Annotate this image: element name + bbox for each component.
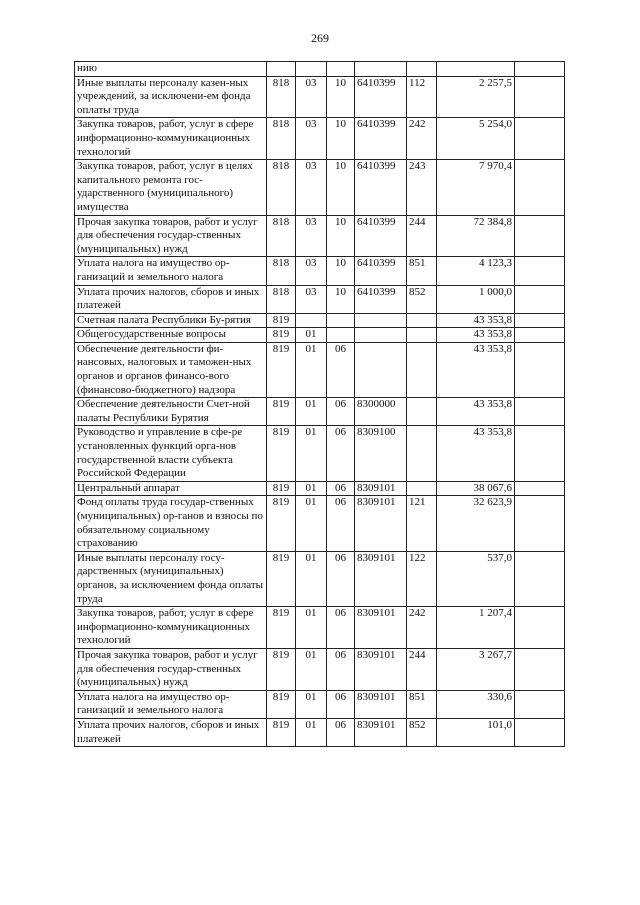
row-admin-code-cell: 818 [267, 160, 296, 215]
row-admin-code-cell: 818 [267, 257, 296, 285]
row-admin-code-cell: 819 [267, 342, 296, 397]
row-section-code-cell: 01 [296, 342, 327, 397]
row-subsection-code-cell: 10 [327, 257, 355, 285]
row-expense-type-cell: 121 [407, 496, 437, 551]
table-row [75, 215, 565, 257]
row-amount-cell: 537,0 [437, 551, 515, 606]
row-name-cell: Иные выплаты персоналу госу-дарственных (муниципальных) органов, за исключением фонда оплаты труда [75, 551, 267, 606]
row-target-code-cell: 8300000 [355, 398, 407, 426]
row-extra-cell [515, 118, 565, 160]
row-amount-cell: 32 623,9 [437, 496, 515, 551]
row-section-code-cell: 01 [296, 328, 327, 343]
table-row [75, 257, 565, 285]
table-row [75, 328, 565, 343]
row-expense-type-cell: 852 [407, 718, 437, 746]
table-row [75, 481, 565, 496]
row-subsection-code-cell: 10 [327, 285, 355, 313]
row-admin-code-cell: 819 [267, 426, 296, 481]
row-name-cell: Закупка товаров, работ, услуг в целях капитального ремонта гос-ударственного (муниципального) имущества [75, 160, 267, 215]
row-expense-type-cell [407, 342, 437, 397]
row-target-code-cell: 8309101 [355, 718, 407, 746]
table-body [75, 62, 565, 747]
row-extra-cell [515, 257, 565, 285]
row-subsection-code-cell: 06 [327, 481, 355, 496]
row-subsection-code-cell: 06 [327, 342, 355, 397]
row-subsection-code-cell: 10 [327, 118, 355, 160]
row-admin-code-cell: 819 [267, 607, 296, 649]
table-row [75, 118, 565, 160]
row-admin-code-cell: 818 [267, 285, 296, 313]
row-amount-cell: 38 067,6 [437, 481, 515, 496]
table-row [75, 285, 565, 313]
row-section-code-cell: 03 [296, 215, 327, 257]
row-name-cell: Закупка товаров, работ, услуг в сфере информационно-коммуникационных технологий [75, 118, 267, 160]
row-expense-type-cell: 851 [407, 690, 437, 718]
row-extra-cell [515, 648, 565, 690]
row-subsection-code-cell: 06 [327, 398, 355, 426]
table-row [75, 313, 565, 328]
row-expense-type-cell [407, 398, 437, 426]
row-amount-cell: 3 267,7 [437, 648, 515, 690]
row-extra-cell [515, 285, 565, 313]
row-subsection-code-cell: 10 [327, 76, 355, 118]
row-section-code-cell: 01 [296, 648, 327, 690]
table-row [75, 718, 565, 746]
table-row [75, 398, 565, 426]
row-admin-code-cell: 819 [267, 496, 296, 551]
row-extra-cell [515, 551, 565, 606]
row-extra-cell [515, 62, 565, 77]
row-target-code-cell: 8309101 [355, 690, 407, 718]
row-extra-cell [515, 607, 565, 649]
row-section-code-cell: 03 [296, 285, 327, 313]
row-expense-type-cell: 242 [407, 607, 437, 649]
row-section-code-cell: 01 [296, 481, 327, 496]
row-extra-cell [515, 313, 565, 328]
row-amount-cell: 43 353,8 [437, 342, 515, 397]
row-target-code-cell: 6410399 [355, 257, 407, 285]
row-amount-cell: 101,0 [437, 718, 515, 746]
row-expense-type-cell: 852 [407, 285, 437, 313]
row-subsection-code-cell: 06 [327, 718, 355, 746]
row-amount-cell: 4 123,3 [437, 257, 515, 285]
row-extra-cell [515, 496, 565, 551]
row-extra-cell [515, 718, 565, 746]
row-expense-type-cell [407, 62, 437, 77]
table-row [75, 76, 565, 118]
row-name-cell: Прочая закупка товаров, работ и услуг для обеспечения государ-ственных (муниципальных) нужд [75, 648, 267, 690]
row-amount-cell: 43 353,8 [437, 313, 515, 328]
row-subsection-code-cell: 06 [327, 551, 355, 606]
table-row [75, 426, 565, 481]
row-amount-cell: 43 353,8 [437, 328, 515, 343]
row-target-code-cell: 6410399 [355, 160, 407, 215]
row-admin-code-cell: 819 [267, 648, 296, 690]
row-subsection-code-cell: 06 [327, 496, 355, 551]
row-subsection-code-cell: 06 [327, 607, 355, 649]
row-amount-cell: 43 353,8 [437, 426, 515, 481]
row-admin-code-cell: 819 [267, 718, 296, 746]
row-target-code-cell: 8309101 [355, 607, 407, 649]
row-section-code-cell: 03 [296, 257, 327, 285]
table-row [75, 551, 565, 606]
row-expense-type-cell [407, 481, 437, 496]
row-expense-type-cell [407, 426, 437, 481]
row-name-cell: Центральный аппарат [75, 481, 267, 496]
row-section-code-cell: 03 [296, 160, 327, 215]
row-section-code-cell [296, 313, 327, 328]
row-admin-code-cell: 818 [267, 215, 296, 257]
row-admin-code-cell: 819 [267, 551, 296, 606]
row-name-cell: Уплата налога на имущество ор-ганизаций и земельного налога [75, 257, 267, 285]
row-extra-cell [515, 215, 565, 257]
row-admin-code-cell: 819 [267, 690, 296, 718]
row-name-cell: Прочая закупка товаров, работ и услуг для обеспечения государ-ственных (муниципальных) нужд [75, 215, 267, 257]
row-target-code-cell: 8309100 [355, 426, 407, 481]
row-target-code-cell: 8309101 [355, 481, 407, 496]
row-name-cell: Общегосударственные вопросы [75, 328, 267, 343]
row-target-code-cell: 6410399 [355, 215, 407, 257]
row-amount-cell: 1 000,0 [437, 285, 515, 313]
row-name-cell: Счетная палата Республики Бу-рятия [75, 313, 267, 328]
row-expense-type-cell: 242 [407, 118, 437, 160]
row-expense-type-cell: 112 [407, 76, 437, 118]
row-expense-type-cell [407, 313, 437, 328]
row-expense-type-cell: 122 [407, 551, 437, 606]
row-admin-code-cell: 819 [267, 313, 296, 328]
row-name-cell: Руководство и управление в сфе-ре установленных функций орга-нов государственной власти субъекта Российской Федерации [75, 426, 267, 481]
row-expense-type-cell: 243 [407, 160, 437, 215]
row-extra-cell [515, 481, 565, 496]
row-extra-cell [515, 690, 565, 718]
row-amount-cell: 5 254,0 [437, 118, 515, 160]
row-name-cell: Фонд оплаты труда государ-ственных (муниципальных) ор-ганов и взносы по обязательному социальному страхованию [75, 496, 267, 551]
row-target-code-cell: 6410399 [355, 118, 407, 160]
row-section-code-cell: 03 [296, 76, 327, 118]
budget-table [74, 61, 565, 747]
row-subsection-code-cell: 06 [327, 648, 355, 690]
table-row [75, 690, 565, 718]
row-admin-code-cell: 819 [267, 328, 296, 343]
row-extra-cell [515, 76, 565, 118]
row-name-cell: Уплата налога на имущество ор-ганизаций и земельного налога [75, 690, 267, 718]
row-target-code-cell [355, 342, 407, 397]
row-name-cell: Обеспечение деятельности фи-нансовых, налоговых и таможен-ных органов и органов финансо-вого (финансово-бюджетного) надзора [75, 342, 267, 397]
row-admin-code-cell [267, 62, 296, 77]
table-row [75, 342, 565, 397]
table-row [75, 607, 565, 649]
row-amount-cell: 2 257,5 [437, 76, 515, 118]
row-extra-cell [515, 426, 565, 481]
row-section-code-cell: 01 [296, 496, 327, 551]
table-row [75, 496, 565, 551]
row-amount-cell: 43 353,8 [437, 398, 515, 426]
row-target-code-cell [355, 313, 407, 328]
row-target-code-cell: 6410399 [355, 76, 407, 118]
row-expense-type-cell: 244 [407, 215, 437, 257]
row-admin-code-cell: 818 [267, 118, 296, 160]
table-row [75, 160, 565, 215]
row-subsection-code-cell [327, 313, 355, 328]
row-admin-code-cell: 818 [267, 76, 296, 118]
row-target-code-cell: 6410399 [355, 285, 407, 313]
row-extra-cell [515, 328, 565, 343]
row-name-cell: нию [75, 62, 267, 77]
row-amount-cell: 330,6 [437, 690, 515, 718]
row-subsection-code-cell: 06 [327, 426, 355, 481]
row-name-cell: Обеспечение деятельности Счет-ной палаты Республики Бурятия [75, 398, 267, 426]
row-amount-cell: 72 384,8 [437, 215, 515, 257]
row-subsection-code-cell: 06 [327, 690, 355, 718]
row-expense-type-cell [407, 328, 437, 343]
row-subsection-code-cell [327, 328, 355, 343]
row-target-code-cell: 8309101 [355, 648, 407, 690]
row-amount-cell: 7 970,4 [437, 160, 515, 215]
row-section-code-cell: 01 [296, 426, 327, 481]
row-extra-cell [515, 160, 565, 215]
row-section-code-cell: 01 [296, 690, 327, 718]
row-subsection-code-cell: 10 [327, 160, 355, 215]
row-target-code-cell [355, 62, 407, 77]
row-admin-code-cell: 819 [267, 481, 296, 496]
row-subsection-code-cell: 10 [327, 215, 355, 257]
row-section-code-cell: 01 [296, 551, 327, 606]
row-section-code-cell: 01 [296, 398, 327, 426]
row-amount-cell [437, 62, 515, 77]
row-section-code-cell: 01 [296, 718, 327, 746]
row-subsection-code-cell [327, 62, 355, 77]
row-section-code-cell [296, 62, 327, 77]
row-name-cell: Иные выплаты персоналу казен-ных учреждений, за исключени-ем фонда оплаты труда [75, 76, 267, 118]
row-name-cell: Уплата прочих налогов, сборов и иных платежей [75, 285, 267, 313]
row-expense-type-cell: 851 [407, 257, 437, 285]
row-section-code-cell: 03 [296, 118, 327, 160]
row-section-code-cell: 01 [296, 607, 327, 649]
table-row [75, 648, 565, 690]
row-amount-cell: 1 207,4 [437, 607, 515, 649]
row-name-cell: Уплата прочих налогов, сборов и иных платежей [75, 718, 267, 746]
row-target-code-cell: 8309101 [355, 551, 407, 606]
row-extra-cell [515, 342, 565, 397]
row-target-code-cell: 8309101 [355, 496, 407, 551]
row-target-code-cell [355, 328, 407, 343]
row-admin-code-cell: 819 [267, 398, 296, 426]
row-name-cell: Закупка товаров, работ, услуг в сфере информационно-коммуникационных технологий [75, 607, 267, 649]
table-row [75, 62, 565, 77]
row-expense-type-cell: 244 [407, 648, 437, 690]
page-number: 269 [311, 31, 329, 45]
row-extra-cell [515, 398, 565, 426]
